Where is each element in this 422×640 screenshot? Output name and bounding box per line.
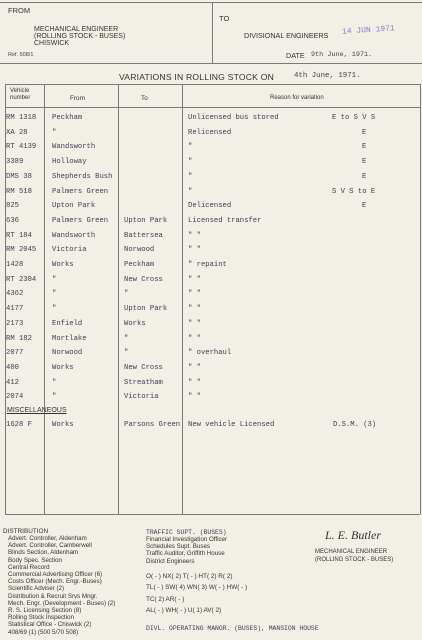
row-code: E <box>362 202 367 211</box>
distribution-item: District Engineers <box>146 557 195 565</box>
row-from: " <box>52 378 57 387</box>
district-code-line: TL( - ) SW( 4) WN( 3) W( - ) HW( - ) <box>146 584 248 592</box>
to-label: TO <box>219 14 230 23</box>
header-bottom-rule <box>0 63 422 64</box>
col-header-reason: Reason for variation <box>270 95 324 101</box>
row-vehicle: RT 4139 <box>6 143 37 152</box>
row-vehicle: 636 <box>6 216 19 225</box>
row-to: " <box>124 349 129 358</box>
row-from: " <box>52 275 57 284</box>
distribution-item: Advert. Controller, Aldenham <box>8 535 87 542</box>
row-reason: " " <box>188 290 201 299</box>
row-to: Works <box>124 319 146 328</box>
row-reason: " " <box>188 378 201 387</box>
row-reason: " " <box>188 319 201 328</box>
row-to: Victoria <box>124 393 159 402</box>
header-top-rule <box>0 2 422 3</box>
from-line-1: MECHANICAL ENGINEER <box>34 26 119 33</box>
row-from: Victoria <box>52 246 87 255</box>
row-code: E <box>362 143 367 152</box>
distribution-item: 408/69 (1) (500 5/70 508) <box>8 628 79 636</box>
row-reason: Delicensed <box>188 202 232 211</box>
distribution-list-2 <box>146 536 227 565</box>
date-label: DATE <box>286 51 305 60</box>
row-from: Palmers Green <box>52 216 109 225</box>
distribution-item: Scientific Adviser (2) <box>8 585 65 593</box>
col-header-from: From <box>70 95 85 102</box>
col-divider-3 <box>182 84 183 514</box>
title-date: 4th June, 1971. <box>294 72 361 80</box>
distribution-list <box>8 535 115 636</box>
row-reason: " <box>188 172 193 181</box>
row-from: " <box>52 290 57 299</box>
row-vehicle: DMS 38 <box>6 172 32 181</box>
district-codes <box>146 571 247 617</box>
row-to: " <box>124 290 129 299</box>
distribution-item: Mech. Engr. (Development - Buses) (2) <box>8 599 116 607</box>
row-from: Upton Park <box>52 202 96 211</box>
from-line-3: CHISWICK <box>34 40 69 47</box>
row-vehicle: 4362 <box>6 290 24 299</box>
row-from: Wandsworth <box>52 231 96 240</box>
row-vehicle: RM 2045 <box>6 246 37 255</box>
table-header-rule <box>5 107 420 108</box>
row-vehicle: RM 518 <box>6 187 32 196</box>
row-from: " <box>52 305 57 314</box>
row-from: " <box>52 393 57 402</box>
row-reason: " overhaul <box>188 349 232 358</box>
row-to: New Cross <box>124 363 163 372</box>
signatory-title: MECHANICAL ENGINEER (ROLLING STOCK - BUSES) <box>315 549 394 563</box>
row-from: Shepherds Bush <box>52 172 113 181</box>
table-top-rule <box>5 84 420 85</box>
divisional-operating-manager: DIVL. OPERATING MANGR. (BUSES), MANSION HOUSE <box>146 625 319 632</box>
received-stamp: 14 JUN 1971 <box>341 24 396 37</box>
row-code: E <box>362 128 367 137</box>
distribution-item: Costs Officer (Mech. Engr.-Buses) <box>8 578 102 586</box>
distribution-item: Traffic Auditor, Griffith House <box>146 550 225 558</box>
col-header-to: To <box>141 95 148 102</box>
row-vehicle: 400 <box>6 363 19 372</box>
row-from: " <box>52 128 57 137</box>
distribution-title: DISTRIBUTION <box>3 528 49 535</box>
row-code: E <box>362 172 367 181</box>
row-to: Peckham <box>124 261 155 269</box>
row-to: Streatham <box>124 378 163 387</box>
traffic-supt: TRAFFIC SUPT. (BUSES) <box>146 529 227 536</box>
row-from: Peckham <box>52 114 83 122</box>
row-reason: " " <box>188 246 201 255</box>
col-divider-1 <box>44 84 45 514</box>
from-line-2: (ROLLING STOCK - BUSES) <box>34 33 126 40</box>
table-bottom-rule <box>5 514 420 515</box>
distribution-item: R. S. Licensing Section (8) <box>8 607 82 615</box>
misc-reason: New vehicle Licensed <box>188 421 275 429</box>
row-vehicle: 3389 <box>6 158 24 167</box>
date-value: 9th June, 1971. <box>311 51 373 59</box>
misc-heading: MISCELLANEOUS <box>7 407 67 414</box>
row-reason: " " <box>188 334 201 343</box>
row-to: Battersea <box>124 231 163 240</box>
distribution-item: Statistical Office - Chiswick (2) <box>8 621 92 629</box>
row-to: Norwood <box>124 246 155 255</box>
from-label: FROM <box>8 6 31 15</box>
district-code-line: AL( - ) WH( - ) U( 1) AV( 2) <box>146 607 222 615</box>
misc-to: Parsons Green <box>124 421 181 429</box>
row-from: Norwood <box>52 349 83 358</box>
row-code: E to S V S <box>332 114 376 122</box>
row-reason: " repaint <box>188 261 227 269</box>
row-from: Wandsworth <box>52 143 96 152</box>
signature: L. E. Butler <box>325 528 381 542</box>
ref-number: Ref. 508/1 <box>8 52 34 58</box>
row-vehicle: 2077 <box>6 349 24 358</box>
row-reason: " " <box>188 231 201 240</box>
row-from: Works <box>52 261 74 269</box>
row-from: Mortlake <box>52 334 87 343</box>
district-code-line: TC( 2) AR( - ) <box>146 595 185 603</box>
distribution-item: Schedules Supt. Buses <box>146 543 210 551</box>
row-to: Upton Park <box>124 305 168 314</box>
row-vehicle: RM 182 <box>6 334 32 343</box>
row-vehicle: RT 2304 <box>6 275 37 284</box>
row-code: E <box>362 158 367 167</box>
distribution-item: Rolling Stock Inspection <box>8 614 75 622</box>
misc-vehicle: 1628 F <box>6 421 32 429</box>
distribution-item: Central Record <box>8 563 50 571</box>
row-reason: " <box>188 187 193 196</box>
row-reason: " " <box>188 275 201 284</box>
distribution-item: Financial Investigation Officer <box>146 536 228 543</box>
row-vehicle: 1428 <box>6 261 24 269</box>
row-from: Holloway <box>52 158 87 167</box>
distribution-item: Commercial Advertising Officer (6) <box>8 571 103 579</box>
col-divider-4 <box>420 84 421 514</box>
misc-code: D.S.M. (3) <box>333 421 377 429</box>
misc-from: Works <box>52 421 74 429</box>
row-code: S V S to E <box>332 187 376 196</box>
row-vehicle: 2173 <box>6 319 24 328</box>
row-reason: " " <box>188 393 201 402</box>
district-code-line: O( - ) NX( 2) T( - ) HT( 2) R( 2) <box>146 573 233 580</box>
row-from: Palmers Green <box>52 187 109 196</box>
row-vehicle: 2074 <box>6 393 24 402</box>
col-divider-2 <box>118 84 119 514</box>
row-to: New Cross <box>124 275 163 284</box>
distribution-item: Body Spec. Section <box>8 556 63 564</box>
to-recipient: DIVISIONAL ENGINEERS <box>244 31 329 40</box>
distribution-item: Blinds Section, Aldenham <box>8 549 79 557</box>
header-divider <box>212 2 213 63</box>
row-vehicle: XA 28 <box>6 128 28 137</box>
row-vehicle: 412 <box>6 378 19 387</box>
row-reason: " <box>188 143 193 152</box>
row-to: Upton Park <box>124 216 168 225</box>
row-to: " <box>124 334 129 343</box>
row-reason: " <box>188 158 193 167</box>
row-from: Enfield <box>52 319 83 328</box>
distribution-item: Distribution & Recruit Srvs Mngr. <box>8 592 98 600</box>
row-reason: Licensed transfer <box>188 216 262 225</box>
row-reason: " " <box>188 363 201 372</box>
distribution-item: Advert. Controller, Camberwell <box>8 542 92 550</box>
row-vehicle: 4177 <box>6 305 24 314</box>
row-reason: " " <box>188 305 201 314</box>
col-header-vehicle: Vehicle number <box>10 88 31 101</box>
row-from: Works <box>52 363 74 372</box>
row-reason: Relicensed <box>188 128 232 137</box>
row-vehicle: 825 <box>6 202 19 211</box>
document-title: VARIATIONS IN ROLLING STOCK ON <box>119 72 274 82</box>
row-vehicle: RM 1318 <box>6 114 37 122</box>
row-reason: Unlicensed bus stored <box>188 114 279 122</box>
row-vehicle: RT 184 <box>6 231 32 240</box>
